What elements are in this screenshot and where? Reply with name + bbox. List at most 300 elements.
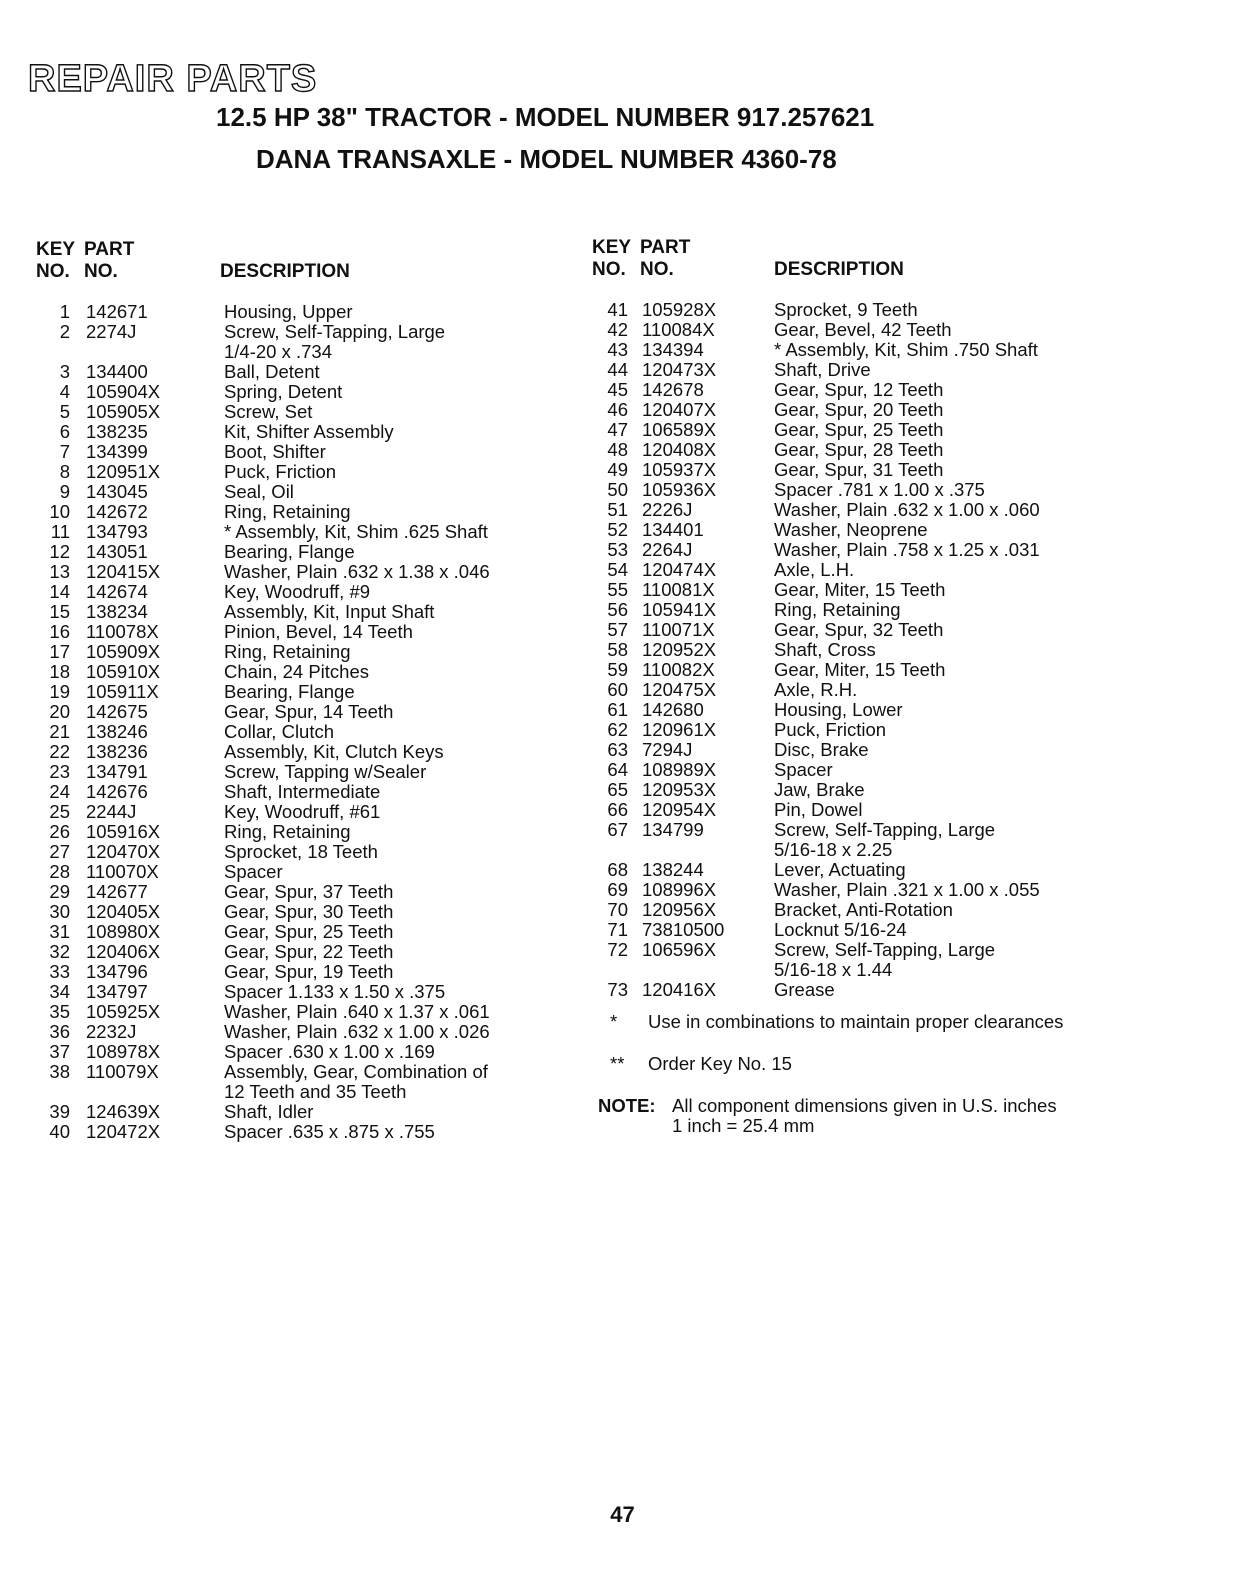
part-number: 120952X <box>642 639 717 660</box>
note-text: All component dimensions given in U.S. inches <box>672 1095 1057 1116</box>
part-description: Ring, Retaining <box>224 641 351 662</box>
key-number: 59 <box>607 659 628 680</box>
key-number: 8 <box>59 461 70 482</box>
parts-table-row <box>36 942 576 962</box>
key-number: 16 <box>49 621 70 642</box>
parts-table-row <box>592 860 1222 880</box>
note-conversion: 1 inch = 25.4 mm <box>672 1115 815 1136</box>
part-number: 105904X <box>86 381 161 402</box>
key-number: 12 <box>49 541 70 562</box>
key-number: 46 <box>607 399 628 420</box>
part-number: 142672 <box>86 501 148 522</box>
key-number: 23 <box>49 761 70 782</box>
key-number: 65 <box>607 779 628 800</box>
part-description: Shaft, Intermediate <box>224 781 381 802</box>
parts-table-row <box>36 982 576 1002</box>
part-description: Gear, Spur, 12 Teeth <box>774 379 944 400</box>
part-description: Gear, Spur, 37 Teeth <box>224 881 394 902</box>
part-number: 2274J <box>86 321 137 342</box>
parts-table-row <box>592 880 1222 900</box>
parts-table-row <box>592 760 1222 780</box>
part-description: Boot, Shifter <box>224 441 326 462</box>
parts-table-row <box>36 1002 576 1022</box>
part-description: Key, Woodruff, #9 <box>224 581 371 602</box>
key-number: 25 <box>49 801 70 822</box>
part-number: 124639X <box>86 1101 161 1122</box>
part-description: Ring, Retaining <box>774 599 901 620</box>
part-number: 120953X <box>642 779 717 800</box>
key-number: 62 <box>607 719 628 740</box>
part-description: Bearing, Flange <box>224 541 355 562</box>
key-number: 56 <box>607 599 628 620</box>
parts-table-row <box>36 442 576 462</box>
key-number: 73 <box>607 979 628 1000</box>
part-description: Gear, Spur, 14 Teeth <box>224 701 394 722</box>
footnote-mark: * <box>610 1011 618 1032</box>
key-number: 72 <box>607 939 628 960</box>
part-number: 138236 <box>86 741 148 762</box>
parts-table-row <box>36 842 576 862</box>
key-number: 63 <box>607 739 628 760</box>
key-number: 55 <box>607 579 628 600</box>
part-number: 7294J <box>642 739 693 760</box>
part-description: Gear, Spur, 19 Teeth <box>224 961 394 982</box>
part-number: 138235 <box>86 421 148 442</box>
parts-table-row <box>36 722 576 742</box>
part-number: 110082X <box>642 659 715 680</box>
part-description: Washer, Plain .632 x 1.00 x .060 <box>774 499 1040 520</box>
part-number: 108996X <box>642 879 717 900</box>
parts-table-row <box>36 402 576 422</box>
parts-table-row <box>36 622 576 642</box>
part-number: 110078X <box>86 621 159 642</box>
parts-table-row <box>36 742 576 762</box>
key-number: 44 <box>607 359 628 380</box>
part-description: Shaft, Idler <box>224 1101 314 1122</box>
key-number: 66 <box>607 799 628 820</box>
key-number: 34 <box>49 981 70 1002</box>
part-number: 120408X <box>642 439 717 460</box>
key-header-line1: KEY <box>592 237 632 258</box>
key-number: 67 <box>607 819 628 840</box>
part-description: Gear, Spur, 20 Teeth <box>774 399 944 420</box>
parts-table-row <box>592 440 1222 460</box>
parts-table-row <box>36 822 576 842</box>
key-number: 17 <box>49 641 70 662</box>
part-number: 134793 <box>86 521 148 542</box>
parts-table-row <box>36 1062 576 1102</box>
key-number: 58 <box>607 639 628 660</box>
parts-table-row <box>592 420 1222 440</box>
part-number: 105916X <box>86 821 161 842</box>
part-number: 110081X <box>642 579 715 600</box>
part-number: 142675 <box>86 701 148 722</box>
parts-table-row <box>592 360 1222 380</box>
part-number: 120416X <box>642 979 717 1000</box>
part-number: 120405X <box>86 901 161 922</box>
key-number: 15 <box>49 601 70 622</box>
part-number: 110070X <box>86 861 159 882</box>
key-number: 3 <box>59 361 70 382</box>
part-description: Ring, Retaining <box>224 501 351 522</box>
part-description: Gear, Spur, 28 Teeth <box>774 439 944 460</box>
part-number: 142671 <box>86 301 148 322</box>
part-description: Assembly, Kit, Input Shaft <box>224 601 435 622</box>
part-number: 134799 <box>642 819 704 840</box>
parts-table-row <box>36 662 576 682</box>
key-number: 28 <box>49 861 70 882</box>
key-number: 69 <box>607 879 628 900</box>
key-number: 52 <box>607 519 628 540</box>
parts-table-row <box>592 820 1222 860</box>
part-number: 120474X <box>642 559 717 580</box>
parts-table-row <box>36 1102 576 1122</box>
parts-table-row <box>592 700 1222 720</box>
key-number: 33 <box>49 961 70 982</box>
key-number: 1 <box>59 301 70 322</box>
part-description: Screw, Set <box>224 401 313 422</box>
footnote-double-asterisk <box>592 1054 1222 1080</box>
key-number: 39 <box>49 1101 70 1122</box>
parts-table-row <box>36 802 576 822</box>
part-header-line2: NO. <box>84 261 118 282</box>
part-description: Ball, Detent <box>224 361 320 382</box>
key-number: 50 <box>607 479 628 500</box>
part-number: 110084X <box>642 319 715 340</box>
part-number: 142676 <box>86 781 148 802</box>
part-description: Bearing, Flange <box>224 681 355 702</box>
part-description: Spacer 1.133 x 1.50 x .375 <box>224 981 446 1002</box>
parts-table-row <box>36 522 576 542</box>
part-number: 120470X <box>86 841 161 862</box>
parts-table-row <box>36 502 576 522</box>
part-description: Gear, Miter, 15 Teeth <box>774 659 946 680</box>
part-number: 2226J <box>642 499 693 520</box>
part-description: Sprocket, 9 Teeth <box>774 299 918 320</box>
part-description: Housing, Lower <box>774 699 903 720</box>
part-description: Kit, Shifter Assembly <box>224 421 394 442</box>
key-number: 6 <box>59 421 70 442</box>
part-description: Shaft, Drive <box>774 359 871 380</box>
key-number: 10 <box>49 501 70 522</box>
parts-list-right <box>592 237 1222 1136</box>
part-description: Shaft, Cross <box>774 639 876 660</box>
part-description: Locknut 5/16-24 <box>774 919 907 940</box>
parts-table-row <box>36 302 576 322</box>
part-number: 142677 <box>86 881 148 902</box>
part-number: 105905X <box>86 401 161 422</box>
parts-table-row <box>36 582 576 602</box>
parts-table-row <box>592 600 1222 620</box>
key-number: 60 <box>607 679 628 700</box>
parts-table-row <box>592 380 1222 400</box>
footnote-asterisk <box>592 1012 1222 1038</box>
parts-table-row <box>592 480 1222 500</box>
part-number: 134400 <box>86 361 148 382</box>
part-number: 120475X <box>642 679 717 700</box>
part-number: 120407X <box>642 399 717 420</box>
part-description: Gear, Spur, 25 Teeth <box>224 921 394 942</box>
part-description: Axle, R.H. <box>774 679 858 700</box>
key-number: 36 <box>49 1021 70 1042</box>
key-number: 2 <box>59 321 70 342</box>
part-description: Washer, Plain .632 x 1.38 x .046 <box>224 561 490 582</box>
part-description: Spacer <box>224 861 283 882</box>
part-description: Washer, Plain .632 x 1.00 x .026 <box>224 1021 490 1042</box>
key-number: 35 <box>49 1001 70 1022</box>
parts-table-row <box>36 1122 576 1142</box>
part-number: 120956X <box>642 899 717 920</box>
key-number: 48 <box>607 439 628 460</box>
part-description: Sprocket, 18 Teeth <box>224 841 378 862</box>
key-header-line2: NO. <box>592 259 626 280</box>
parts-table-row <box>592 920 1222 940</box>
part-description: Spacer .635 x .875 x .755 <box>224 1121 435 1142</box>
parts-table-row <box>36 922 576 942</box>
part-number: 110079X <box>86 1061 159 1082</box>
parts-table-row <box>592 980 1222 1000</box>
part-number: 134791 <box>86 761 148 782</box>
part-number: 2264J <box>642 539 693 560</box>
part-number: 2232J <box>86 1021 137 1042</box>
part-number: 108978X <box>86 1041 161 1062</box>
part-number: 142680 <box>642 699 704 720</box>
part-header-line2: NO. <box>640 259 674 280</box>
part-number: 105928X <box>642 299 717 320</box>
part-number: 143045 <box>86 481 148 502</box>
part-description: * Assembly, Kit, Shim .625 Shaft <box>224 521 488 542</box>
key-number: 29 <box>49 881 70 902</box>
key-number: 14 <box>49 581 70 602</box>
key-number: 61 <box>607 699 628 720</box>
parts-table-row <box>592 460 1222 480</box>
parts-table-row <box>36 682 576 702</box>
part-number: 105909X <box>86 641 161 662</box>
parts-table-row <box>36 902 576 922</box>
part-number: 106589X <box>642 419 717 440</box>
part-description: Pin, Dowel <box>774 799 863 820</box>
key-number: 5 <box>59 401 70 422</box>
part-description: Bracket, Anti-Rotation <box>774 899 953 920</box>
part-description: Washer, Plain .758 x 1.25 x .031 <box>774 539 1040 560</box>
page-number: 47 <box>610 1502 635 1527</box>
part-number: 108980X <box>86 921 161 942</box>
part-description: Washer, Neoprene <box>774 519 928 540</box>
key-number: 32 <box>49 941 70 962</box>
parts-table-row <box>592 740 1222 760</box>
part-number: 105925X <box>86 1001 161 1022</box>
parts-rows-right <box>592 300 1222 1000</box>
parts-table-row <box>36 782 576 802</box>
part-description: Puck, Friction <box>224 461 337 482</box>
part-description: * Assembly, Kit, Shim .750 Shaft <box>774 339 1038 360</box>
parts-table-row <box>592 800 1222 820</box>
key-number: 37 <box>49 1041 70 1062</box>
key-number: 71 <box>607 919 628 940</box>
part-number: 134399 <box>86 441 148 462</box>
parts-table-row <box>592 400 1222 420</box>
key-number: 41 <box>607 299 628 320</box>
part-number: 134797 <box>86 981 148 1002</box>
footnote-mark: ** <box>610 1053 625 1074</box>
key-number: 24 <box>49 781 70 802</box>
part-number: 108989X <box>642 759 717 780</box>
part-description: Screw, Tapping w/Sealer <box>224 761 427 782</box>
parts-table-row <box>36 322 576 362</box>
transaxle-model-heading: DANA TRANSAXLE - MODEL NUMBER 4360-78 <box>256 144 837 174</box>
part-number: 105911X <box>86 681 159 702</box>
part-description: Gear, Spur, 22 Teeth <box>224 941 394 962</box>
part-description: Housing, Upper <box>224 301 353 322</box>
key-number: 19 <box>49 681 70 702</box>
key-header-line1: KEY <box>36 239 76 260</box>
parts-table-row <box>36 702 576 722</box>
parts-table-row <box>36 862 576 882</box>
key-number: 9 <box>59 481 70 502</box>
key-number: 70 <box>607 899 628 920</box>
part-number: 120415X <box>86 561 161 582</box>
part-description: Ring, Retaining <box>224 821 351 842</box>
part-description: Jaw, Brake <box>774 779 865 800</box>
part-number: 138234 <box>86 601 148 622</box>
parts-table-row <box>36 762 576 782</box>
note-label: NOTE: <box>598 1095 656 1116</box>
part-number: 142678 <box>642 379 704 400</box>
part-number: 134796 <box>86 961 148 982</box>
part-number: 134394 <box>642 339 704 360</box>
part-number: 105910X <box>86 661 161 682</box>
parts-table-row <box>36 1042 576 1062</box>
part-number: 2244J <box>86 801 137 822</box>
key-number: 20 <box>49 701 70 722</box>
parts-table-row <box>592 900 1222 920</box>
key-number: 31 <box>49 921 70 942</box>
footnote-text: Order Key No. 15 <box>648 1053 792 1074</box>
part-description: Spacer .781 x 1.00 x .375 <box>774 479 985 500</box>
key-number: 43 <box>607 339 628 360</box>
part-description: Washer, Plain .640 x 1.37 x .061 <box>224 1001 490 1022</box>
key-number: 51 <box>607 499 628 520</box>
part-header-line1: PART <box>84 239 135 260</box>
parts-table-row <box>592 720 1222 740</box>
part-number: 120951X <box>86 461 161 482</box>
part-header-line1: PART <box>640 237 691 258</box>
part-description: Screw, Self-Tapping, Large 5/16-18 x 1.44 <box>774 939 996 980</box>
part-description: Gear, Spur, 31 Teeth <box>774 459 944 480</box>
part-number: 120954X <box>642 799 717 820</box>
part-number: 142674 <box>86 581 148 602</box>
key-number: 64 <box>607 759 628 780</box>
part-number: 143051 <box>86 541 148 562</box>
parts-table-row <box>36 362 576 382</box>
part-number: 134401 <box>642 519 704 540</box>
part-number: 138244 <box>642 859 704 880</box>
key-number: 4 <box>59 381 70 402</box>
part-description: Spring, Detent <box>224 381 343 402</box>
parts-table-row <box>592 660 1222 680</box>
column-headers-right <box>592 238 1222 300</box>
part-description: Gear, Bevel, 42 Teeth <box>774 319 952 340</box>
page-title: REPAIR PARTS <box>28 58 318 100</box>
parts-table-row <box>592 560 1222 580</box>
parts-table-row <box>592 940 1222 980</box>
part-description: Spacer <box>774 759 833 780</box>
key-number: 13 <box>49 561 70 582</box>
part-description: Assembly, Gear, Combination of 12 Teeth and 35 Teeth <box>224 1061 488 1102</box>
part-number: 138246 <box>86 721 148 742</box>
parts-table-row <box>592 300 1222 320</box>
part-number: 120473X <box>642 359 717 380</box>
key-number: 40 <box>49 1121 70 1142</box>
key-number: 38 <box>49 1061 70 1082</box>
key-number: 30 <box>49 901 70 922</box>
part-description: Axle, L.H. <box>774 559 855 580</box>
part-description: Disc, Brake <box>774 739 869 760</box>
parts-table-row <box>592 320 1222 340</box>
part-description: Key, Woodruff, #61 <box>224 801 381 822</box>
part-number: 120472X <box>86 1121 161 1142</box>
key-number: 26 <box>49 821 70 842</box>
key-number: 49 <box>607 459 628 480</box>
parts-table-row <box>36 602 576 622</box>
key-header-line2: NO. <box>36 261 70 282</box>
description-header: DESCRIPTION <box>774 259 904 280</box>
parts-table-row <box>36 562 576 582</box>
key-number: 47 <box>607 419 628 440</box>
parts-table-row <box>36 542 576 562</box>
column-headers-left <box>36 240 576 302</box>
parts-table-row <box>36 962 576 982</box>
key-number: 53 <box>607 539 628 560</box>
part-number: 120406X <box>86 941 161 962</box>
parts-table-row <box>592 640 1222 660</box>
part-number: 120961X <box>642 719 717 740</box>
part-description: Puck, Friction <box>774 719 887 740</box>
part-number: 105941X <box>642 599 717 620</box>
parts-table-row <box>36 1022 576 1042</box>
part-description: Lever, Actuating <box>774 859 906 880</box>
part-description: Seal, Oil <box>224 481 294 502</box>
parts-table-row <box>592 540 1222 560</box>
parts-table-row <box>592 580 1222 600</box>
parts-table-row <box>36 882 576 902</box>
parts-table-row <box>592 340 1222 360</box>
tractor-model-heading: 12.5 HP 38" TRACTOR - MODEL NUMBER 917.257621 <box>216 102 875 132</box>
part-description: Washer, Plain .321 x 1.00 x .055 <box>774 879 1040 900</box>
key-number: 11 <box>50 521 70 542</box>
parts-list-left <box>36 240 576 1142</box>
part-number: 73810500 <box>642 919 725 940</box>
key-number: 68 <box>607 859 628 880</box>
part-description: Gear, Spur, 30 Teeth <box>224 901 394 922</box>
key-number: 27 <box>49 841 70 862</box>
part-description: Screw, Self-Tapping, Large 1/4-20 x .734 <box>224 321 446 362</box>
parts-table-row <box>36 482 576 502</box>
key-number: 57 <box>607 619 628 640</box>
part-description: Chain, 24 Pitches <box>224 661 370 682</box>
key-number: 21 <box>49 721 70 742</box>
key-number: 45 <box>607 379 628 400</box>
part-description: Pinion, Bevel, 14 Teeth <box>224 621 413 642</box>
parts-table-row <box>36 422 576 442</box>
parts-table-row <box>36 642 576 662</box>
part-number: 106596X <box>642 939 717 960</box>
parts-table-row <box>592 500 1222 520</box>
key-number: 18 <box>49 661 70 682</box>
footnote-text: Use in combinations to maintain proper clearances <box>648 1011 1064 1032</box>
part-description: Collar, Clutch <box>224 721 335 742</box>
part-description: Gear, Miter, 15 Teeth <box>774 579 946 600</box>
